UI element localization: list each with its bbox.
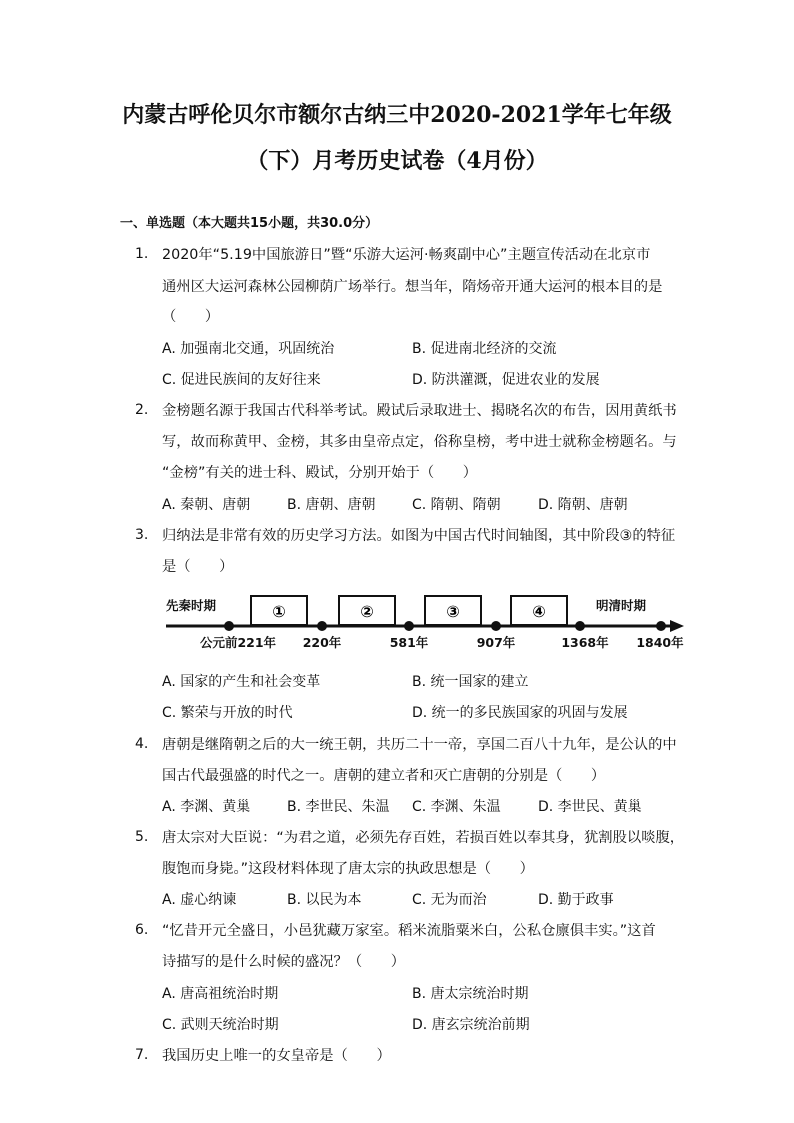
timeline-date: 公元前221年 [199, 635, 277, 650]
timeline-diagram [160, 590, 690, 660]
option-b[interactable]: B. 李世民、朱温 [287, 799, 390, 815]
option-a[interactable]: A. 秦朝、唐朝 [162, 497, 251, 513]
timeline-right-label: 明清时期 [596, 598, 647, 613]
option-d[interactable]: D. 防洪灌溉，促进农业的发展 [412, 372, 600, 388]
question-number: 2. [135, 402, 149, 418]
option-b[interactable]: B. 唐太宗统治时期 [412, 986, 529, 1002]
question-number: 6. [135, 922, 149, 938]
option-c[interactable]: C. 繁荣与开放的时代 [162, 705, 293, 721]
question-text: （ ） [162, 309, 220, 325]
option-b[interactable]: B. 统一国家的建立 [412, 674, 529, 690]
timeline-node [317, 621, 327, 631]
option-b[interactable]: B. 促进南北经济的交流 [412, 341, 557, 357]
timeline-date: 1368年 [561, 635, 609, 650]
question-text: “忆昔开元全盛日，小邑犹藏万家室。稻米流脂粟米白，公私仓廪俱丰实。”这首 [162, 923, 656, 939]
option-c[interactable]: C. 李渊、朱温 [412, 799, 501, 815]
question-number: 4. [135, 736, 149, 752]
question-text: 腹饱而身毙。”这段材料体现了唐太宗的执政思想是（ ） [162, 861, 534, 877]
section-heading: 一、单选题（本大题共15小题，共30.0分） [120, 216, 379, 231]
option-c[interactable]: C. 武则天统治时期 [162, 1017, 279, 1033]
question-text: 唐太宗对大臣说：“为君之道，必须先存百姓，若损百姓以奉其身，犹割股以啖腹， [162, 830, 685, 846]
question-text: 通州区大运河森林公园柳荫广场举行。想当年，隋炀帝开通大运河的根本目的是 [162, 279, 663, 295]
option-d[interactable]: D. 李世民、黄巢 [538, 799, 642, 815]
option-d[interactable]: D. 隋朝、唐朝 [538, 497, 628, 513]
option-c[interactable]: C. 隋朝、隋朝 [412, 497, 501, 513]
question-text: 唐朝是继隋朝之后的大一统王朝，共历二十一帝，享国二百八十九年，是公认的中 [162, 737, 677, 753]
question-number: 1. [135, 246, 149, 262]
question-text: 国古代最强盛的时代之一。唐朝的建立者和灭亡唐朝的分别是（ ） [162, 768, 606, 784]
question-text: 归纳法是非常有效的历史学习方法。如图为中国古代时间轴图，其中阶段③的特征 [162, 528, 676, 544]
timeline-node [656, 621, 666, 631]
option-b[interactable]: B. 唐朝、唐朝 [287, 497, 376, 513]
exam-title-line2: （下）月考历史试卷（4月份） [246, 148, 548, 174]
option-c[interactable]: C. 无为而治 [412, 892, 487, 908]
question-number: 5. [135, 829, 149, 845]
timeline-node [404, 621, 414, 631]
option-d[interactable]: D. 勤于政事 [538, 892, 614, 908]
timeline-date: 581年 [389, 635, 429, 650]
timeline-left-label: 先秦时期 [166, 598, 217, 613]
question-text: 金榜题名源于我国古代科举考试。殿试后录取进士、揭晓名次的布告，因用黄纸书 [162, 403, 677, 419]
stage-label-1: ① [272, 602, 286, 621]
question-text: 是（ ） [162, 559, 234, 575]
timeline-node [224, 621, 234, 631]
question-text: 写，故而称黄甲、金榜，其多由皇帝点定，俗称皇榜，考中进士就称金榜题名。与 [162, 434, 677, 450]
timeline-arrow-icon [670, 620, 684, 632]
option-a[interactable]: A. 唐高祖统治时期 [162, 986, 279, 1002]
question-text: 2020年“5.19中国旅游日”暨“乐游大运河·畅爽副中心”主题宣传活动在北京市 [162, 247, 651, 263]
stage-label-4: ④ [532, 602, 546, 621]
question-text: “金榜”有关的进士科、殿试，分别开始于（ ） [162, 465, 478, 481]
timeline-node [575, 621, 585, 631]
timeline-date: 1840年 [636, 635, 684, 650]
option-c[interactable]: C. 促进民族间的友好往来 [162, 372, 321, 388]
timeline-node [491, 621, 501, 631]
timeline-date: 220年 [302, 635, 342, 650]
question-text: 我国历史上唯一的女皇帝是（ ） [162, 1048, 391, 1064]
stage-label-2: ② [360, 602, 374, 621]
option-a[interactable]: A. 国家的产生和社会变革 [162, 674, 321, 690]
option-a[interactable]: A. 加强南北交通，巩固统治 [162, 341, 335, 357]
option-d[interactable]: D. 唐玄宗统治前期 [412, 1017, 530, 1033]
option-a[interactable]: A. 李渊、黄巢 [162, 799, 251, 815]
question-number: 3. [135, 527, 149, 543]
option-b[interactable]: B. 以民为本 [287, 892, 362, 908]
stage-label-3: ③ [446, 602, 460, 621]
question-text: 诗描写的是什么时候的盛况？（ ） [162, 954, 406, 970]
timeline-date: 907年 [476, 635, 516, 650]
option-a[interactable]: A. 虚心纳谏 [162, 892, 237, 908]
exam-title-line1: 内蒙古呼伦贝尔市额尔古纳三中2020-2021学年七年级 [122, 102, 672, 128]
option-d[interactable]: D. 统一的多民族国家的巩固与发展 [412, 705, 628, 721]
question-number: 7. [135, 1047, 149, 1063]
